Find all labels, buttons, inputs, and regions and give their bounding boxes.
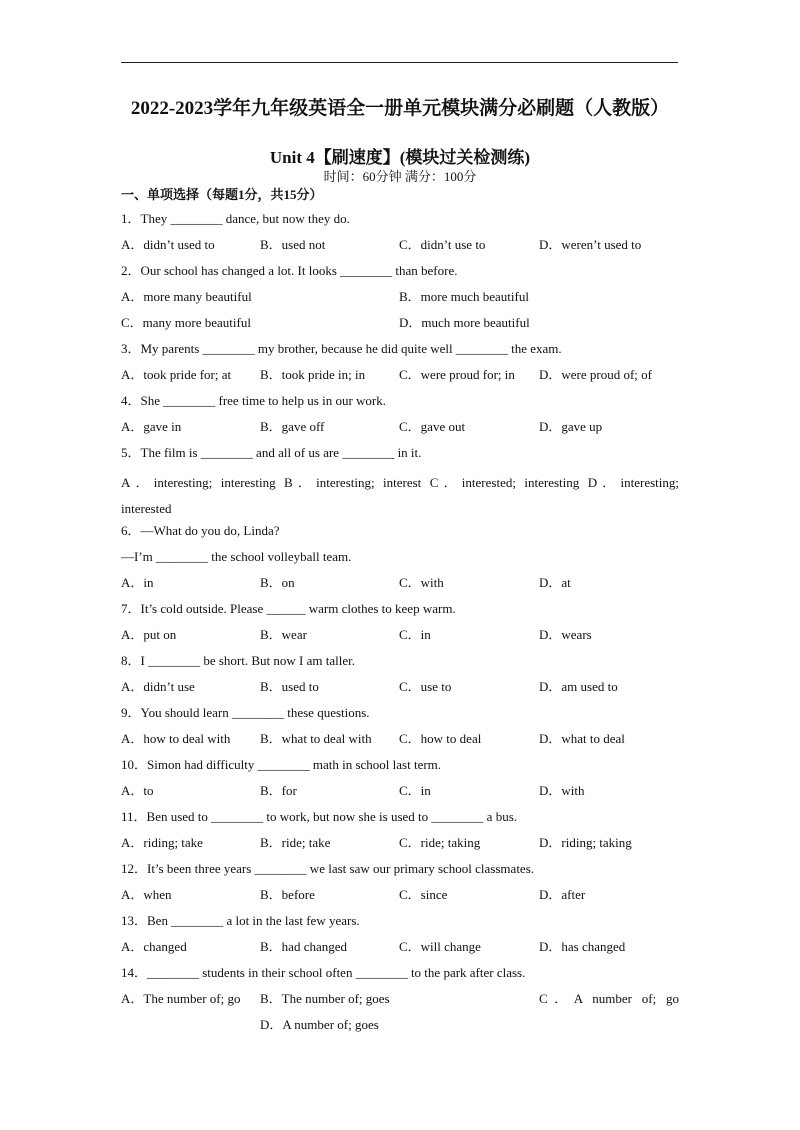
option-d: D．were proud of; of: [539, 367, 652, 382]
question-options: [121, 574, 681, 600]
option-b: B．had changed: [260, 939, 348, 954]
question-stem: 1．They ________ dance, but now they do.: [121, 211, 350, 226]
option-d: D．gave up: [539, 419, 603, 434]
header-rule: [121, 62, 678, 63]
option-a: A．to: [121, 783, 154, 798]
document-title: 2022-2023学年九年级英语全一册单元模块满分必刷题（人教版）: [130, 98, 670, 119]
question-stem: 13．Ben ________ a lot in the last few years.: [121, 913, 360, 928]
question-stem: 7．It’s cold outside. Please ______ warm clothes to keep warm.: [121, 601, 456, 616]
options-line: A．interesting; interesting B．interesting; interest C．interested; interesting D．interesting;: [121, 475, 679, 490]
option-d: D．has changed: [539, 939, 626, 954]
option-a: A．riding; take: [121, 835, 203, 850]
question-stem-reply: —I’m ________ the school volleyball team.: [121, 549, 352, 564]
option-d: D．weren’t used to: [539, 237, 642, 252]
option-d: D．what to deal: [539, 731, 625, 746]
question-options: [121, 782, 681, 808]
option-b: B．before: [260, 887, 315, 902]
question-stem: 14．________ students in their school often ________ to the park after class.: [121, 965, 526, 980]
option-a: A．The number of; go: [121, 991, 241, 1006]
option-c: C．many more beautiful: [121, 315, 251, 330]
option-d: D．after: [539, 887, 586, 902]
question-options: [121, 730, 681, 756]
option-b: B．used not: [260, 237, 326, 252]
option-c: C．were proud for; in: [399, 367, 515, 382]
option-d: D．at: [539, 575, 571, 590]
option-a: A．more many beautiful: [121, 289, 252, 304]
option-b: B．for: [260, 783, 297, 798]
question-stem: 10．Simon had difficulty ________ math in school last term.: [121, 757, 442, 772]
option-a: A．put on: [121, 627, 177, 642]
question-options: [121, 418, 681, 444]
question-options: [121, 938, 681, 964]
option-b: B．wear: [260, 627, 307, 642]
option-c: C．in: [399, 783, 431, 798]
option-b: B．took pride in; in: [260, 367, 366, 382]
question-list: [121, 210, 681, 1042]
question-options: [121, 236, 681, 262]
question-stem: 11．Ben used to ________ to work, but now she is used to ________ a bus.: [121, 809, 517, 824]
question-stem: 3．My parents ________ my brother, because he did quite well ________ the exam.: [121, 341, 562, 356]
option-d: D．much more beautiful: [399, 315, 530, 330]
option-b: B．what to deal with: [260, 731, 372, 746]
option-b: B．ride; take: [260, 835, 331, 850]
option-a: A．when: [121, 887, 172, 902]
question-stem: 2．Our school has changed a lot. It looks ________ than before.: [121, 263, 458, 278]
option-d: D．riding; taking: [539, 835, 632, 850]
question-options: [121, 990, 681, 1042]
question-stem: 12．It’s been three years ________ we last saw our primary school classmates.: [121, 861, 535, 876]
option-c: C．in: [399, 627, 431, 642]
option-b: B．used to: [260, 679, 319, 694]
option-c: C．ride; taking: [399, 835, 481, 850]
question-options: [121, 366, 681, 392]
option-c: C．how to deal: [399, 731, 482, 746]
question-options: [121, 314, 681, 340]
options-line-tail: interested: [121, 501, 172, 516]
question-stem: 6．—What do you do, Linda?: [121, 523, 280, 538]
section-heading: 一、单项选择（每题1分，共15分）: [121, 187, 323, 202]
option-c: C．didn’t use to: [399, 237, 486, 252]
option-b: B．The number of; goes: [260, 991, 390, 1006]
option-a: A．in: [121, 575, 154, 590]
option-d: D．with: [539, 783, 585, 798]
option-a: A．didn’t used to: [121, 237, 215, 252]
option-c: C．use to: [399, 679, 452, 694]
question-stem: 8．I ________ be short. But now I am taller.: [121, 653, 355, 668]
option-b: B．more much beautiful: [399, 289, 529, 304]
question-stem: 9．You should learn ________ these questions.: [121, 705, 370, 720]
question-stem: 4．She ________ free time to help us in our work.: [121, 393, 387, 408]
question-options: [121, 470, 681, 522]
option-c: C．since: [399, 887, 448, 902]
option-a: A．took pride for; at: [121, 367, 232, 382]
question-options: [121, 288, 681, 314]
option-a: A．how to deal with: [121, 731, 231, 746]
question-stem: 5．The film is ________ and all of us are ________ in it.: [121, 445, 422, 460]
question-options: [121, 886, 681, 912]
option-a: A．gave in: [121, 419, 182, 434]
option-c: C．with: [399, 575, 444, 590]
option-c: C．A number of; go: [539, 991, 679, 1006]
question-options: [121, 834, 681, 860]
option-a: A．didn’t use: [121, 679, 195, 694]
option-d: D．A number of; goes: [260, 1017, 379, 1032]
document-subtitle: Unit 4【刷速度】(模块过关检测练): [269, 148, 531, 167]
option-c: C．will change: [399, 939, 481, 954]
option-d: D．am used to: [539, 679, 618, 694]
option-a: A．changed: [121, 939, 187, 954]
option-b: B．on: [260, 575, 295, 590]
question-options: [121, 678, 681, 704]
exam-meta: 时间：60分钟 满分：100分: [323, 169, 477, 184]
option-c: C．gave out: [399, 419, 466, 434]
option-b: B．gave off: [260, 419, 325, 434]
question-options: [121, 626, 681, 652]
option-d: D．wears: [539, 627, 592, 642]
